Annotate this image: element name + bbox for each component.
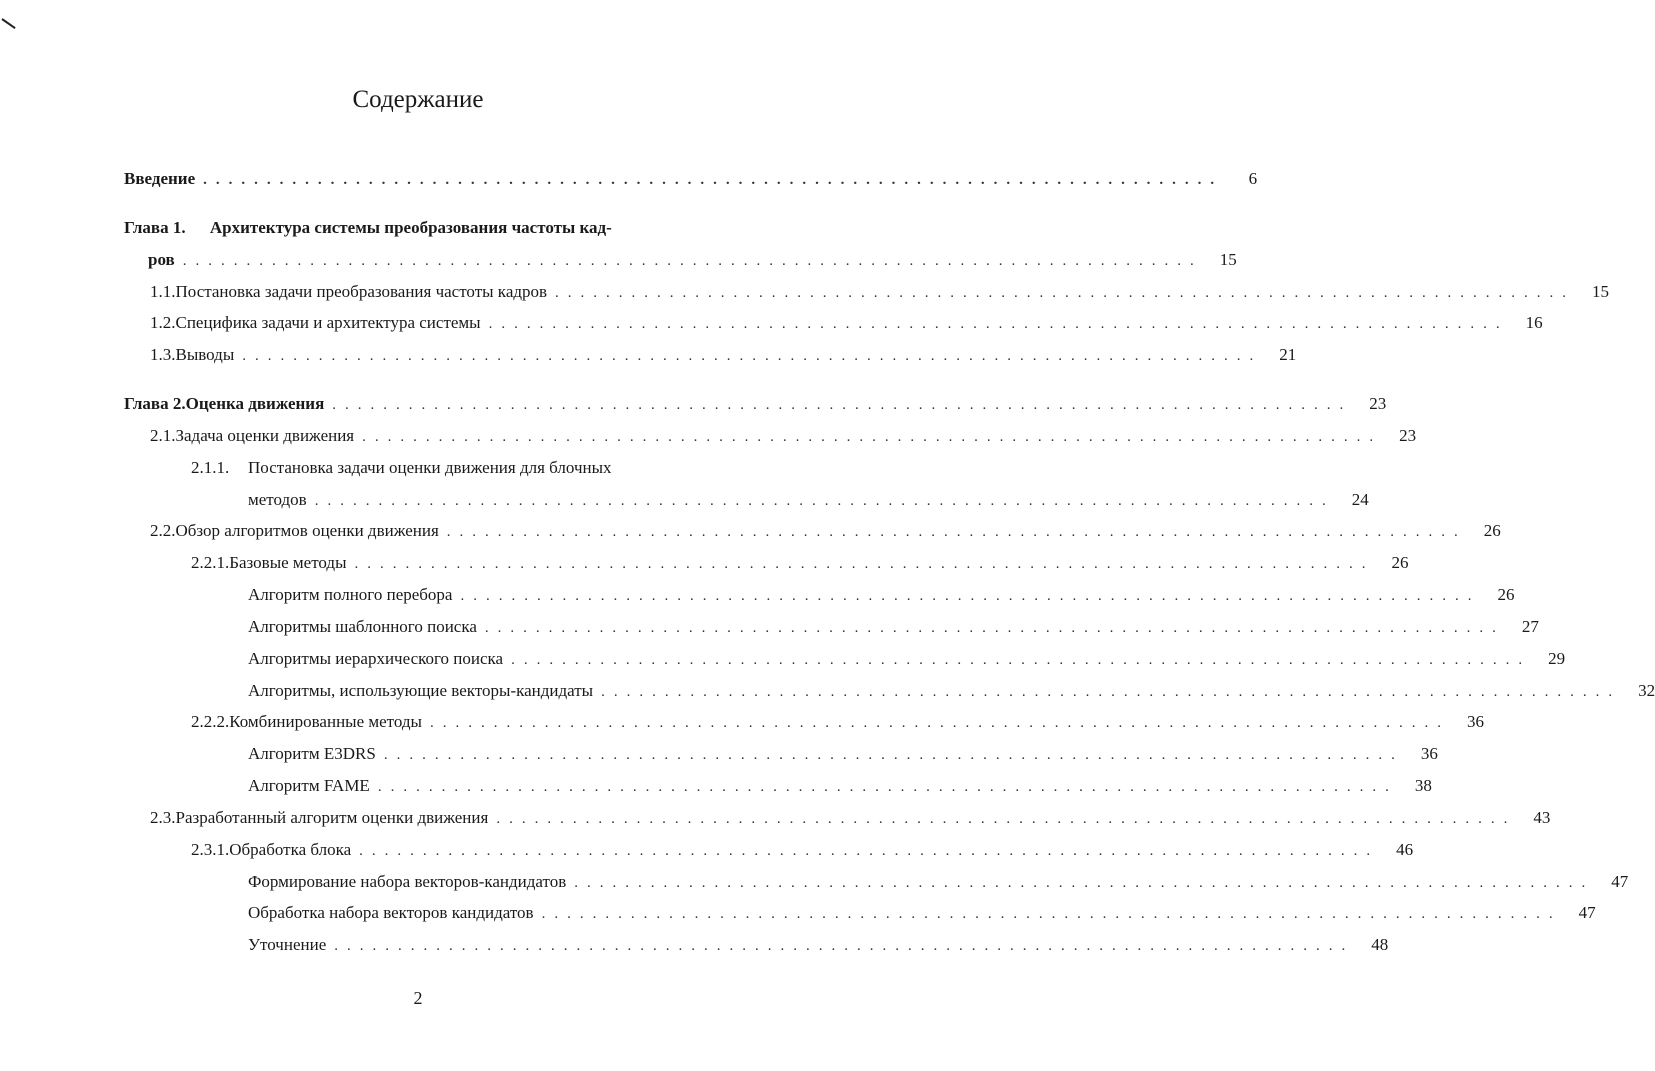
- toc-entry-number: 2.3.: [150, 808, 176, 827]
- leader-dots: ................................................................................: [511, 652, 1532, 668]
- toc-entry-text: Обработка блока: [229, 840, 352, 859]
- toc-entry-fame[interactable]: [248, 773, 1432, 799]
- toc-entry-text: Архитектура системы преобразования частоты кад-: [209, 218, 612, 237]
- leader-dots: ................................................................................: [496, 811, 1517, 827]
- leader-dots: ................................................................................: [484, 620, 1505, 636]
- toc-entry-page: 23: [1399, 426, 1417, 445]
- toc-entry-text: Обработка набора векторов кандидатов: [248, 903, 534, 922]
- toc-entry-refinement[interactable]: [248, 932, 1389, 958]
- toc-entry-text-cont: ров: [148, 250, 175, 269]
- toc-entry-text: Алгоритм FAME: [248, 776, 370, 795]
- toc-entry-number: 2.3.1.: [191, 840, 230, 859]
- toc-entry-text: Алгоритм полного перебора: [248, 585, 453, 604]
- leader-dots: ................................................................................: [601, 684, 1622, 700]
- toc-entry-number: 1.3.: [150, 345, 176, 364]
- toc-entry-candidate-vectors[interactable]: [248, 678, 1655, 704]
- toc-entry-page: 46: [1396, 840, 1414, 859]
- leader-dots: ................................................................................: [429, 715, 1450, 731]
- leader-dots: ................................................................................: [203, 172, 1224, 188]
- toc-entry-page: 38: [1414, 776, 1432, 795]
- toc-entry-e3drs[interactable]: [248, 741, 1438, 767]
- toc-entry-text: Оценка движения: [185, 394, 325, 413]
- toc-entry-page: 15: [1592, 282, 1610, 301]
- leader-dots: ................................................................................: [362, 429, 1383, 445]
- toc-entry-chapter-1-cont[interactable]: [148, 247, 1237, 273]
- leader-dots: ................................................................................: [555, 285, 1576, 301]
- toc-entry-text: Алгоритмы, использующие векторы-кандидаты: [248, 681, 594, 700]
- toc-entry-2-3-1[interactable]: [191, 837, 1414, 863]
- leader-dots: ................................................................................: [446, 524, 1467, 540]
- toc-entry-page: 48: [1371, 935, 1389, 954]
- leader-dots: ................................................................................: [354, 556, 1375, 572]
- toc-entry-2-1-1[interactable]: [191, 455, 612, 481]
- toc-entry-pattern-search[interactable]: [248, 614, 1539, 640]
- toc-entry-number: Глава 1.: [124, 218, 186, 237]
- toc-entry-chapter-2[interactable]: [124, 391, 1387, 417]
- toc-entry-number: 1.1.: [150, 282, 176, 301]
- toc-entry-page: 16: [1525, 313, 1543, 332]
- toc-entry-number: Глава 2.: [124, 394, 186, 413]
- toc-entry-page: 26: [1497, 585, 1515, 604]
- leader-dots: ................................................................................: [334, 938, 1355, 954]
- toc-entry-number: 2.1.: [150, 426, 176, 445]
- toc-entry-page: 26: [1483, 521, 1501, 540]
- page-title: Содержание: [352, 86, 484, 113]
- toc-entry-page: 36: [1466, 712, 1484, 731]
- leader-dots: ................................................................................: [377, 779, 1398, 795]
- leader-dots: ................................................................................: [242, 348, 1263, 364]
- toc-entry-text-cont: методов: [248, 490, 307, 509]
- toc-entry-page: 29: [1548, 649, 1566, 668]
- toc-entry-candidate-set-forming[interactable]: [248, 869, 1629, 895]
- leader-dots: ................................................................................: [460, 588, 1481, 604]
- toc-entry-2-1-1-cont[interactable]: [248, 487, 1369, 513]
- toc-entry-2-2-2[interactable]: [191, 709, 1484, 735]
- toc-entry-chapter-1[interactable]: [124, 215, 612, 241]
- leader-dots: ................................................................................: [332, 397, 1353, 413]
- toc-entry-page: 43: [1533, 808, 1551, 827]
- toc-entry-page: 27: [1521, 617, 1539, 636]
- toc-entry-full-search[interactable]: [248, 582, 1515, 608]
- toc-entry-2-2-1[interactable]: [191, 550, 1409, 576]
- leader-dots: ................................................................................: [314, 493, 1335, 509]
- toc-entry-text: Задача оценки движения: [175, 426, 355, 445]
- page-number: 2: [413, 988, 423, 1008]
- toc-entry-text: Постановка задачи оценки движения для блочных: [248, 458, 612, 477]
- toc-entry-number: 2.2.: [150, 521, 176, 540]
- toc-entry-number: 2.2.1.: [191, 553, 230, 572]
- leader-dots: ................................................................................: [488, 316, 1509, 332]
- toc-entry-page: 23: [1369, 394, 1387, 413]
- leader-dots: ................................................................................: [574, 875, 1595, 891]
- leader-dots: ................................................................................: [541, 906, 1562, 922]
- toc-entry-text: Специфика задачи и архитектура системы: [175, 313, 481, 332]
- leader-dots: ................................................................................: [383, 747, 1404, 763]
- leader-dots: ................................................................................: [182, 253, 1203, 269]
- toc-entry-text: Постановка задачи преобразования частоты кадров: [175, 282, 548, 301]
- toc-entry-hierarchical-search[interactable]: [248, 646, 1566, 672]
- toc-entry-1-1[interactable]: [150, 279, 1610, 305]
- toc-entry-text: Алгоритмы иерархического поиска: [248, 649, 504, 668]
- toc-entry-candidate-set-processing[interactable]: [248, 900, 1596, 926]
- toc-entry-1-2[interactable]: [150, 310, 1543, 336]
- toc-entry-page: 47: [1611, 872, 1629, 891]
- toc-entry-text: Разработанный алгоритм оценки движения: [175, 808, 489, 827]
- toc-entry-text: Алгоритмы шаблонного поиска: [248, 617, 477, 636]
- toc-entry-2-3[interactable]: [150, 805, 1551, 831]
- toc-entry-text: Уточнение: [248, 935, 327, 954]
- toc-entry-text: Формирование набора векторов-кандидатов: [248, 872, 567, 891]
- toc-entry-page: 26: [1391, 553, 1409, 572]
- toc-entry-page: 21: [1279, 345, 1297, 364]
- toc-entry-page: 36: [1420, 744, 1438, 763]
- toc-entry-page: 24: [1351, 490, 1369, 509]
- toc-entry-1-3[interactable]: [150, 342, 1297, 368]
- leader-dots: ................................................................................: [359, 843, 1380, 859]
- toc-entry-text: Обзор алгоритмов оценки движения: [175, 521, 439, 540]
- toc-entry-introduction[interactable]: [124, 166, 1258, 192]
- toc-entry-2-1[interactable]: [150, 423, 1417, 449]
- toc-entry-number: 1.2.: [150, 313, 176, 332]
- toc-entry-text: Введение: [124, 169, 196, 188]
- toc-entry-page: 15: [1219, 250, 1237, 269]
- toc-entry-page: 32: [1638, 681, 1655, 700]
- toc-entry-text: Базовые методы: [229, 553, 347, 572]
- toc-entry-text: Комбинированные методы: [229, 712, 422, 731]
- toc-entry-text: Выводы: [175, 345, 235, 364]
- toc-entry-2-2[interactable]: [150, 518, 1501, 544]
- toc-entry-page: 47: [1578, 903, 1596, 922]
- toc-entry-text: Алгоритм E3DRS: [248, 744, 376, 763]
- toc-entry-number: 2.2.2.: [191, 712, 230, 731]
- toc-entry-page: 6: [1248, 169, 1258, 188]
- toc-entry-number: 2.1.1.: [191, 458, 230, 477]
